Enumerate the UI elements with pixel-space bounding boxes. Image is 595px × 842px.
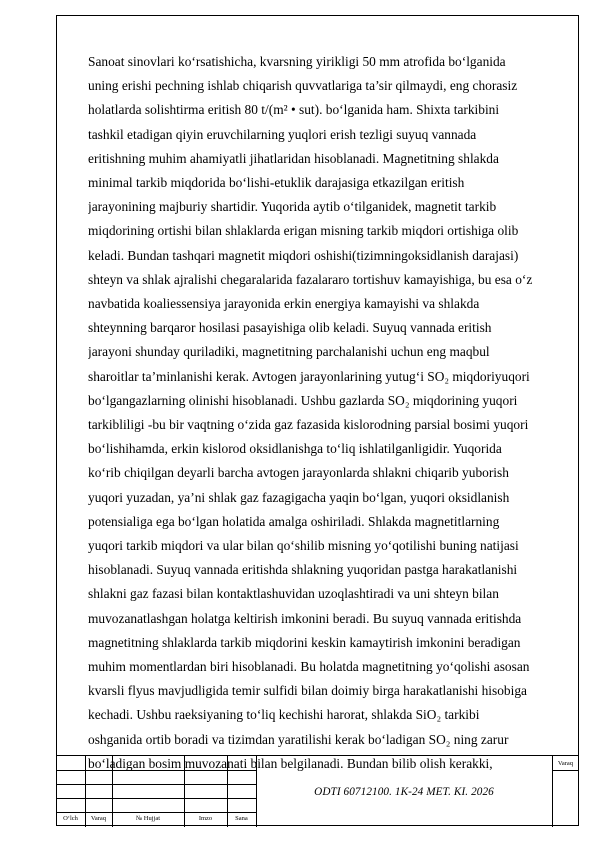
text-line: hisoblanadi. Suyuq vannada eritishda shlakning yuqoridan pastga harakatlanishi	[88, 562, 518, 578]
text-line: kvarsli flyus mavjudligida temir sulfidi bilan doimiy birga harakatlanishi hisobiga	[88, 683, 527, 699]
text-line: shteynning barqaror hosilasi pasayishiga olib keladi. Suyuq vannada eritish	[88, 320, 492, 336]
text-line: miqdorining ortishi bilan shlaklarda erigan misning tarkib miqdori ortishiga olib	[88, 223, 519, 239]
text-line: shteyn va shlak ajralishi chegaralarida fazalararo tortishuv kamayishiga, bu esa o‘z	[88, 271, 533, 287]
document-code: ODTI 60712100. 1K-24 MET. KI. 2026	[314, 785, 494, 798]
text-line: navbatida koaliessensiya jarayonida erkin energiya kamayishi va shlakda	[88, 296, 480, 312]
text-line: holatlarda solishtirma eritish 80 t/(m² • sut). bo‘lganida ham. Shixta tarkibini	[88, 102, 500, 118]
text-line: shlakni gaz fazasi bilan kontaktlashuvidan uzoqlashtiradi va uni shteyn bilan	[88, 586, 499, 602]
text-line: tashkil etadigan qiyin eruvchilarning yuqlori erish tezligi suyuq vannada	[88, 126, 477, 142]
text-line: bo‘lishihamda, erkin kislorod oksidlanishga to‘liq ishlatilganligidir. Yuqorida	[88, 441, 502, 457]
text-line: yuqori tarkib miqdori va ular bilan qo‘shilib misning yo‘qotilishi buning natijasi	[88, 538, 519, 554]
text-line: kechadi. Ushbu raeksiyaning to‘liq kechishi harorat, shlakda SiO₂ tarkibi	[88, 707, 480, 723]
text-line: magnetitning shlaklarda tarkib miqdorini keskin kamaytirish imkonini beradigan	[88, 634, 521, 650]
text-line: keladi. Bundan tashqari magnetit miqdori oshishi(tizimningoksidlanish darajasi)	[88, 247, 519, 263]
text-line: uning erishi pechning ishlab chiqarish quvvatlariga ta’sir qilmaydi, eng chorasiz	[88, 78, 518, 94]
col-sana-label: Sana	[235, 815, 248, 822]
sheet-label: Varaq	[557, 760, 574, 767]
text-line: minimal tarkib miqdorida bo‘lishi-etuklik darajasiga etkazilgan eritish	[88, 175, 465, 191]
text-line: bo‘lgangazlarning olinishi hisoblanadi. Ushbu gazlarda SO₂ miqdorining yuqori	[88, 392, 518, 408]
text-line: muvozanatlashgan holatga keltirish imkonini beradi. Bu suyuq vannada eritishda	[88, 610, 522, 626]
col-hujjat-label: № Hujjat	[135, 815, 161, 822]
col-olch-label: O‘lch	[63, 815, 78, 822]
text-line: yuqori yuzadan, ya’ni shlak gaz fazagigacha yaqin bo‘lgan, yuqori oksidlanish	[88, 489, 510, 505]
text-line: potensialiga ega bo‘lgan holatida amalga oshiriladi. Shlakda magnetitlarning	[88, 513, 500, 529]
col-imzo-label: Imzo	[198, 815, 213, 822]
text-line: Sanoat sinovlari ko‘rsatishicha, kvarsning yirikligi 50 mm atrofida bo‘lganida	[88, 54, 506, 69]
text-line: tarkibliligi -bu bir vaqtning o‘zida gaz fazasida kislorodning parsial bosimi yuqori	[88, 417, 529, 433]
text-line: jarayoni shunday quriladiki, magnetitning parchalanishi uchun eng maqbul	[88, 344, 490, 360]
text-line: jarayonining majburiy shartidir. Yuqorida aytib o‘tilganidek, magnetit tarkib	[88, 199, 497, 215]
title-block	[56, 755, 579, 827]
col-varaq-label: Varaq	[90, 815, 107, 822]
text-line: sharoitlar ta’minlanishi kerak. Avtogen jarayonlarining yutug‘i SO₂ miqdoriyuqori	[88, 368, 530, 384]
text-line: bo‘ladigan bosim muvozanati bilan belgilanadi. Bundan bilib olish kerakki,	[88, 755, 493, 771]
text-line: ko‘rib chiqilgan deyarli barcha avtogen jarayonlarda shlakni chiqarib yuborish	[88, 465, 509, 481]
text-line: muhim momentlardan biri hisoblanadi. Bu holatda magnetitning yo‘qolishi asosan	[88, 659, 530, 675]
text-line: eritishning muhim ahamiyatli jihatlaridan hisoblanadi. Magnetitning shlakda	[88, 150, 499, 166]
body-text	[88, 50, 555, 776]
text-line: oshganida ortib boradi va tizimdan yaratilishi kerak bo‘ladigan SO₂ ning zarur	[88, 731, 509, 747]
